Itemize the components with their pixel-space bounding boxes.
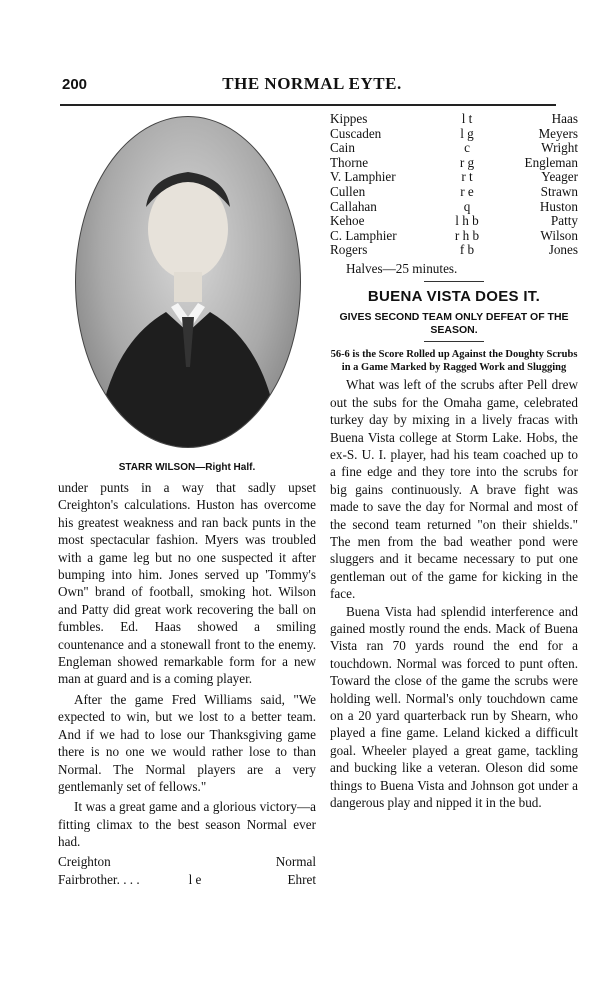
article-paragraph-1: What was left of the scrubs after Pell drew out the subs for the Omaha game, celebrated turkey day by mixing in a lively fracas with Buena Vista college at Storm Lake. Hobs, the ex-S. U. I. player, had his team coached up to a fine edge and they tore into the scrubs for big gains continuously. A brave fight was made to save the day for Normal and most of the second team returned "on their shields." The men from the bad weather pond were sluggers and it became necessary to put one gentleman out of the game for kicking in the face. (330, 377, 578, 602)
lineup-position: c (464, 140, 470, 156)
team-left: Creighton (58, 853, 111, 869)
article-paragraph-2: Buena Vista had splendid interference and gained mostly round the ends. Mack of Buena Vista ran 70 yards round the end for a touchdown. Normal was forced to punt often. Toward the close of the game the scrubs were holding well. Normal's only touchdown came on a 20 yard quarterback run by Shearn, who played a fine game. Leland kicked a difficult goal. Wheeler played a great game, tackling and bucking like a veteran. Oleson did some things to Buena Vista and Johnson got under a dangerous play and nipped it in the bud. (330, 603, 578, 811)
header-rule (60, 104, 556, 106)
article-deck: 56-6 is the Score Rolled up Against the Doughty Scrubs in a Game Marked by Ragged Work and Slugging (330, 349, 578, 374)
lineup-player-right: Meyers (538, 125, 578, 141)
left-paragraph-3: It was a great game and a glorious victory—a fitting climax to the best season Normal ever had. (58, 799, 316, 850)
page-header (62, 76, 562, 100)
lineup-row (330, 200, 578, 215)
lineup-player-right: Wright (541, 140, 578, 156)
lineup-row (330, 243, 578, 258)
section-rule (424, 281, 484, 282)
article-subhead: GIVES SECOND TEAM ONLY DEFEAT OF THE SEASON. (339, 311, 569, 337)
lineup-player-left: Fairbrother. . . . (58, 872, 140, 888)
lineup-position: l h b (455, 213, 479, 229)
subhead-rule (424, 341, 484, 342)
portrait-figure (76, 117, 300, 447)
article-headline: BUENA VISTA DOES IT. (367, 288, 541, 306)
lineup-position: r h b (454, 227, 480, 243)
lineup-position: f b (459, 242, 475, 258)
lineup-player-right: Jones (548, 242, 578, 258)
lineup-row (330, 112, 578, 127)
team-header-row (58, 855, 316, 870)
lineup-player-right: Strawn (540, 183, 578, 199)
lineup-row (330, 170, 578, 185)
lineup-position: l g (460, 125, 474, 141)
left-column (58, 108, 316, 888)
lineup-player-left: Kippes (330, 111, 368, 126)
lineup-position: l e (188, 872, 202, 888)
lineup-position: q (463, 198, 471, 214)
lineup-row (330, 214, 578, 229)
lineup-position: r g (459, 154, 475, 170)
lineup-player-right: Haas (551, 111, 578, 126)
lineup-row (330, 141, 578, 156)
lineup-player-left: Cain (330, 140, 355, 156)
right-column (330, 112, 578, 812)
lineup-player-right: Wilson (540, 227, 578, 243)
lineup-table (330, 112, 578, 258)
journal-title: THE NORMAL EYTE. (222, 74, 402, 93)
lineup-position: r t (461, 169, 473, 185)
lineup-player-left: Cuscaden (330, 125, 382, 141)
portrait-oval (75, 116, 301, 448)
lineup-player-right: Huston (539, 198, 578, 214)
lineup-player-left: Thorne (330, 154, 369, 170)
lineup-row (330, 156, 578, 171)
photo-caption: STARR WILSON—Right Half. (118, 462, 256, 473)
team-right: Normal (275, 853, 316, 869)
lineup-player-right: Yeager (541, 169, 578, 185)
lineup-row (330, 127, 578, 142)
halves-note: Halves—25 minutes. (346, 260, 458, 276)
lineup-row (330, 185, 578, 200)
lineup-player-left: C. Lamphier (330, 227, 397, 243)
lineup-player-left: V. Lamphier (330, 169, 396, 185)
lineup-player-right: Engleman (524, 154, 578, 170)
first-lineup-row (58, 873, 316, 888)
page-number: 200 (62, 76, 88, 93)
lineup-player-left: Callahan (330, 198, 377, 214)
lineup-player-left: Kehoe (330, 213, 365, 229)
lineup-player-left: Cullen (330, 183, 366, 199)
left-paragraph-2: After the game Fred Williams said, "We expected to win, but we lost to a better team. And if we had to lose our Thanksgiving game there is no one we would rather lose to than Normal. The Normal players are a very gentlemanly set of fellows." (58, 691, 316, 794)
lineup-player-right: Patty (550, 213, 578, 229)
lineup-position: l t (461, 111, 473, 126)
portrait-photo (58, 108, 316, 460)
lineup-row (330, 229, 578, 244)
lineup-player-right: Ehret (287, 872, 316, 888)
lineup-position: r e (460, 183, 474, 199)
left-paragraph-1: under punts in a way that sadly upset Creighton's calculations. Huston has overcome his greatest weakness and ran back punts in the most spectacular fashion. Myers was troubled with a game leg but no one suspected it after bumping into him. Jones served up 'Tommy's Own'' brand of football, smoking hot. Wilson and Patty did great work recovering the ball on fumbles. Ed. Haas showed a smiling countenance and a stonewall front to the enemy. Engleman showed remarkable form for a new man at guard and is a coming player. (58, 480, 316, 687)
lineup-player-left: Rogers (330, 242, 368, 258)
